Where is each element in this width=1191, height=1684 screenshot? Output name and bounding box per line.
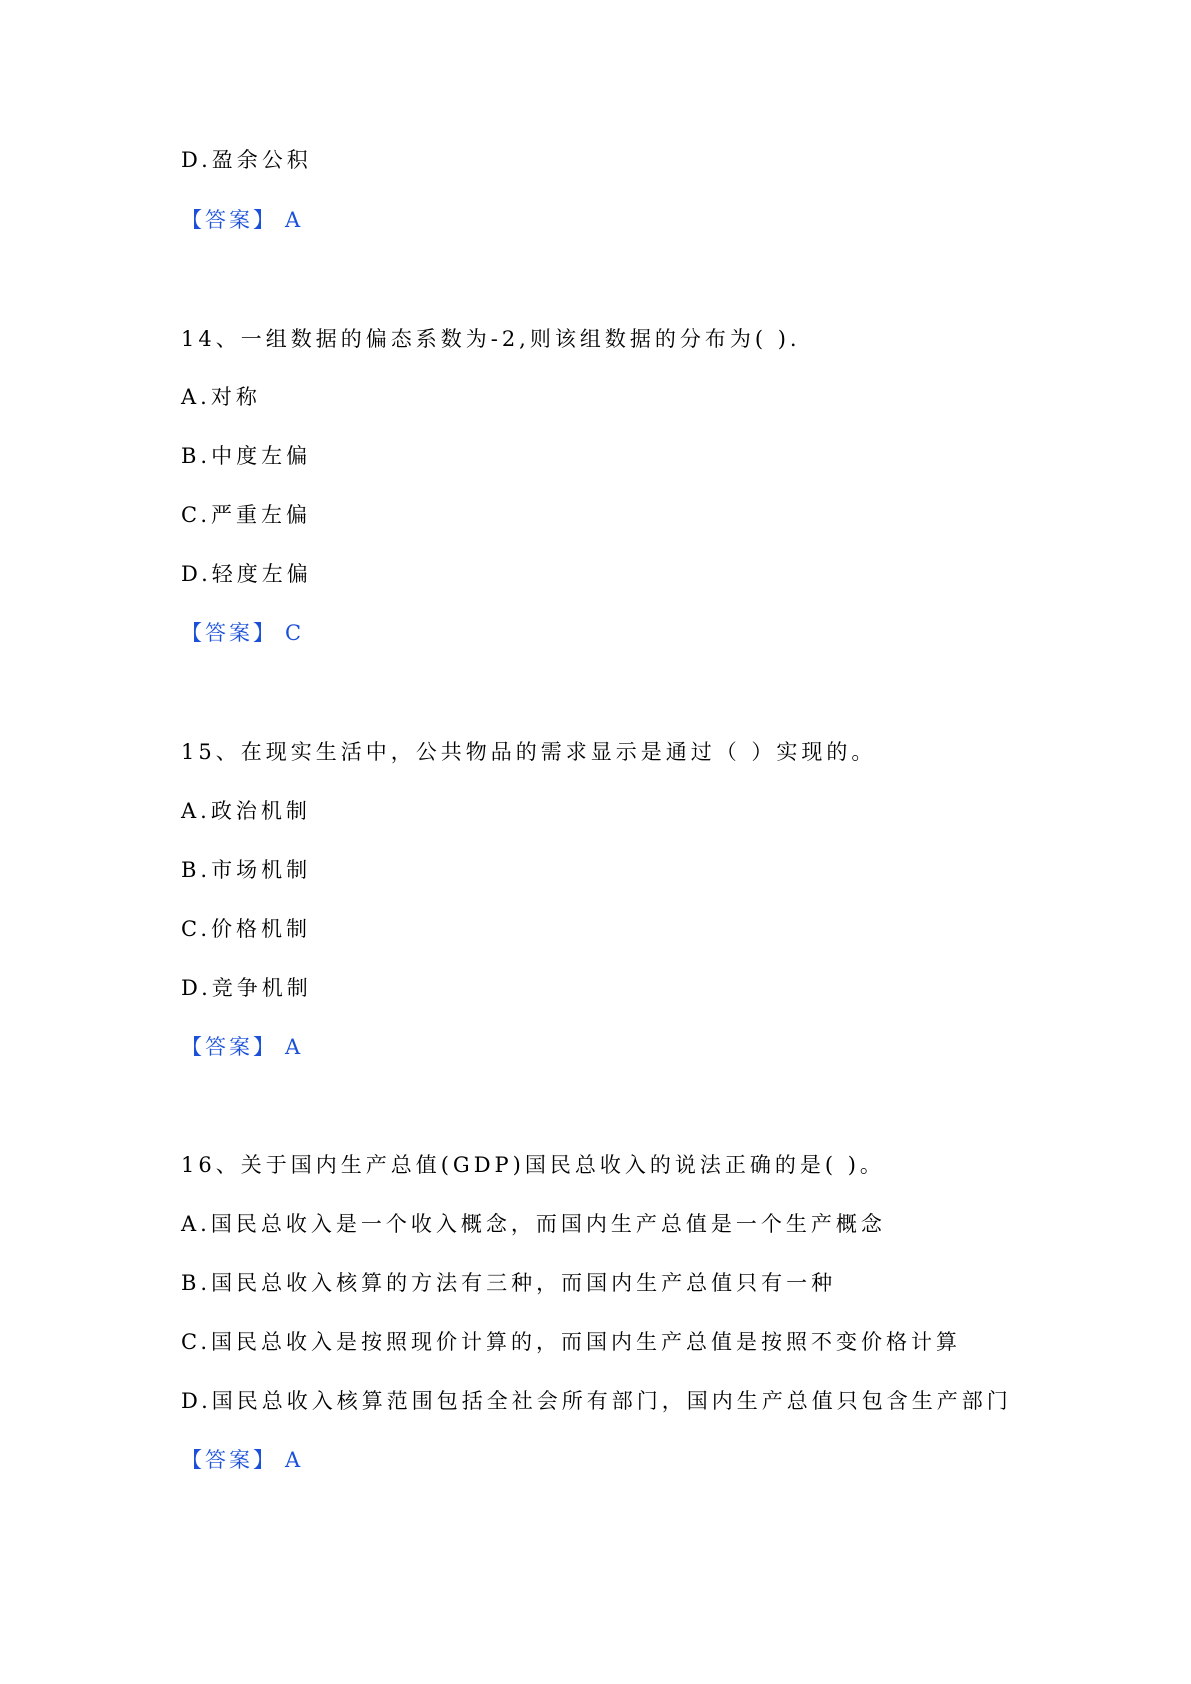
answer-value: A (285, 1035, 301, 1059)
option-a: A.政治机制 (181, 799, 311, 823)
question-stem: 14、一组数据的偏态系数为-2,则该组数据的分布为( ). (181, 327, 801, 351)
option-d: D.盈余公积 (181, 148, 312, 172)
answer-label: 【答案】 (181, 621, 277, 645)
answer-line (181, 618, 301, 648)
answer-label: 【答案】 (181, 1035, 277, 1059)
answer-label: 【答案】 (181, 1448, 277, 1472)
answer-line (181, 1032, 300, 1062)
option-a: A.国民总收入是一个收入概念，而国内生产总值是一个生产概念 (181, 1212, 886, 1236)
option-d: D.竞争机制 (181, 976, 312, 1000)
answer-value: A (285, 208, 301, 232)
option-c: C.国民总收入是按照现价计算的，而国内生产总值是按照不变价格计算 (181, 1330, 961, 1354)
answer-line (181, 1445, 300, 1475)
option-c: C.价格机制 (181, 917, 311, 941)
question-stem: 15、在现实生活中，公共物品的需求显示是通过（ ）实现的。 (181, 740, 877, 764)
option-c: C.严重左偏 (181, 503, 311, 527)
answer-value: A (285, 1448, 301, 1472)
question-stem: 16、关于国内生产总值(GDP)国民总收入的说法正确的是( )。 (181, 1153, 885, 1177)
option-b: B.国民总收入核算的方法有三种，而国内生产总值只有一种 (181, 1271, 837, 1295)
answer-label: 【答案】 (181, 208, 277, 232)
option-a: A.对称 (181, 385, 261, 409)
option-d: D.国民总收入核算范围包括全社会所有部门，国内生产总值只包含生产部门 (181, 1389, 1012, 1413)
answer-line (181, 205, 300, 235)
option-b: B.中度左偏 (181, 444, 312, 468)
option-d: D.轻度左偏 (181, 562, 312, 586)
answer-value: C (285, 621, 302, 645)
option-b: B.市场机制 (181, 858, 312, 882)
